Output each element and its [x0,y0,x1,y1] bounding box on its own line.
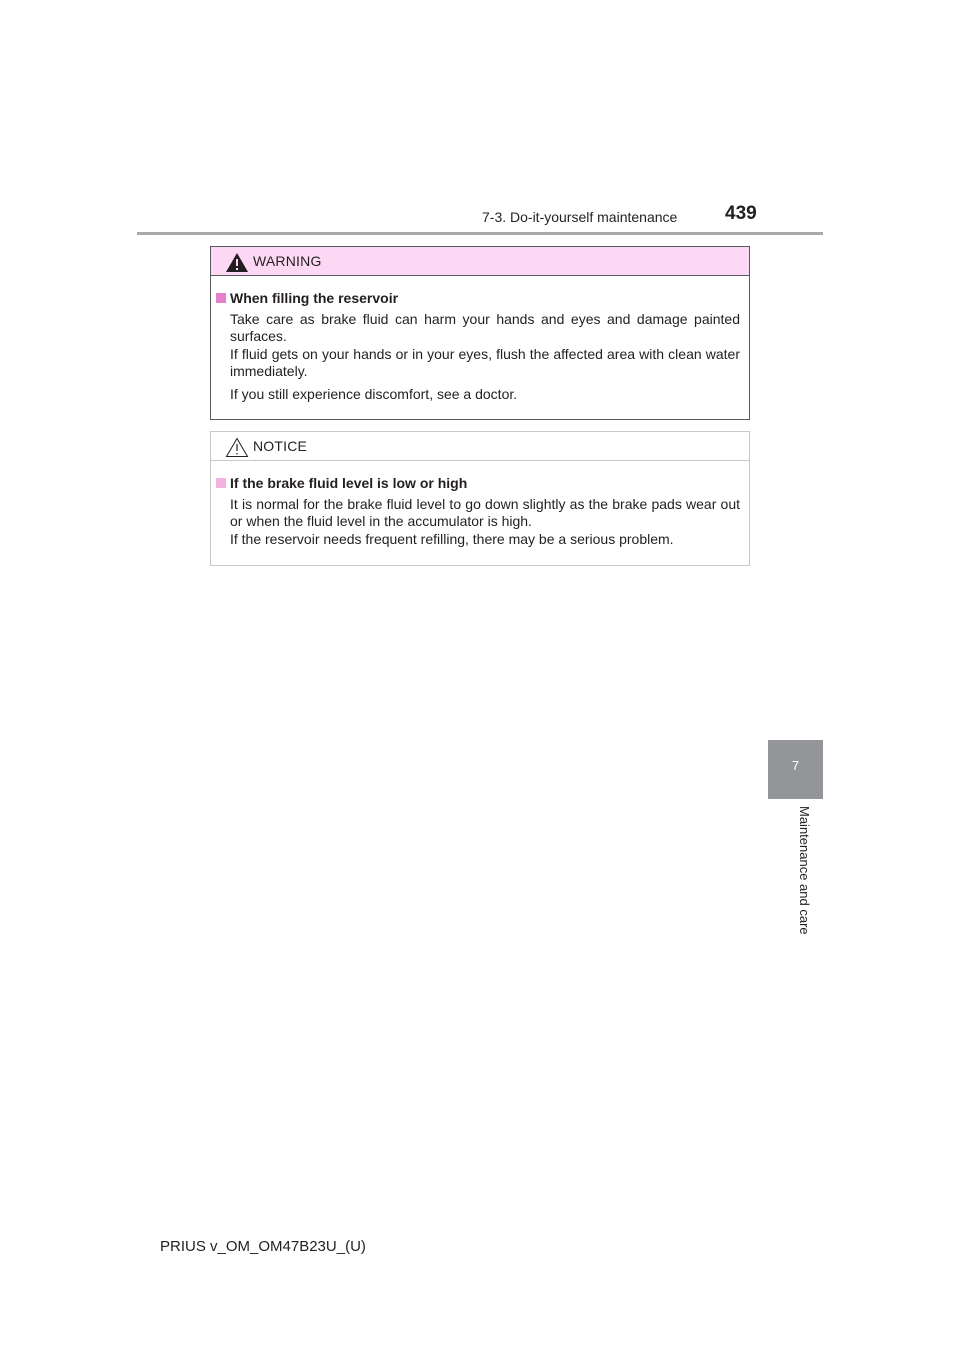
bullet-square-icon [216,293,226,303]
chapter-label: Maintenance and care [797,806,812,935]
bullet-square-icon [216,478,226,488]
notice-box [210,431,750,566]
warning-header [211,247,749,276]
warning-item-title: When filling the reservoir [216,290,398,306]
notice-heading: NOTICE [253,438,308,454]
warning-triangle-icon [225,252,249,273]
warning-box [210,246,750,420]
caution-triangle-outline-icon [225,437,249,458]
header-rule [137,232,823,235]
notice-paragraph: If the reservoir needs frequent refilling, there may be a serious problem. [230,531,674,547]
warning-paragraph: If fluid gets on your hands or in your eyes, flush the affected area with clean water immediately. [230,346,740,379]
header-section-title: 7-3. Do-it-yourself maintenance [482,209,678,225]
page-number: 439 [725,203,757,224]
chapter-tab [768,740,823,799]
chapter-number: 7 [791,758,800,773]
notice-item-title: If the brake fluid level is low or high [216,475,467,491]
warning-heading: WARNING [253,253,322,269]
notice-paragraph: It is normal for the brake fluid level to go down slightly as the brake pads wear out or when the fluid level in the accumulator is high. [230,496,740,529]
warning-paragraph: If you still experience discomfort, see a doctor. [230,386,518,402]
notice-header [211,432,749,461]
warning-paragraph: Take care as brake fluid can harm your hands and eyes and damage painted surfaces. [230,311,740,344]
footer-code: PRIUS v_OM_OM47B23U_(U) [160,1238,366,1255]
